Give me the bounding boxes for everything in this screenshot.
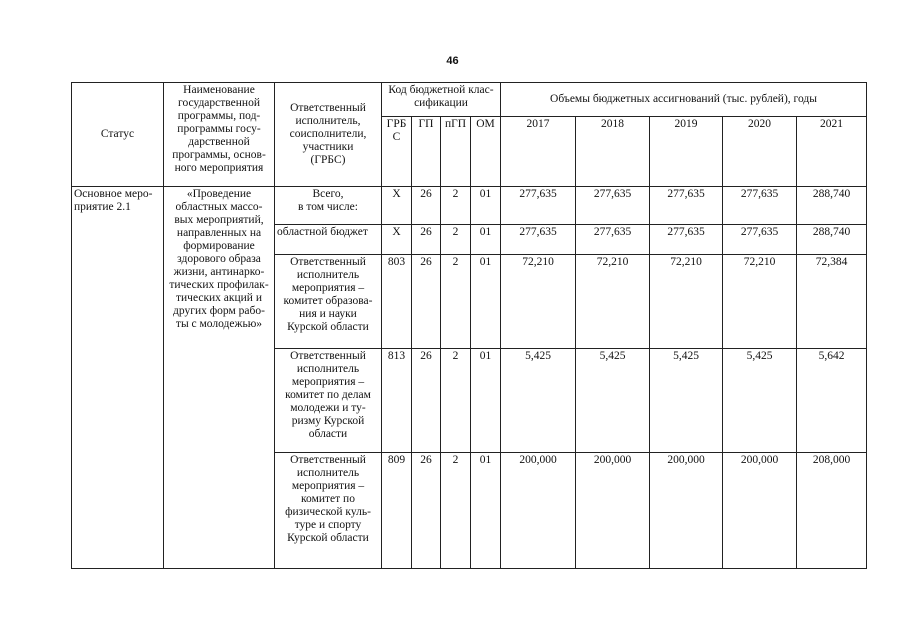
header-status: Статус: [72, 83, 164, 187]
executor-cell: Ответственный исполнитель мероприятия – комитет по физической куль- туре и спорту Курской области: [275, 453, 382, 569]
om-cell: 01: [471, 349, 501, 453]
grbs-cell: 809: [382, 453, 412, 569]
pgp-cell: 2: [441, 255, 471, 349]
header-year: 2018: [576, 117, 650, 187]
value-cell: 72,210: [650, 255, 723, 349]
executor-cell: областной бюджет: [275, 225, 382, 255]
executor-cell: Всего, в том числе:: [275, 187, 382, 225]
header-grbs: ГРБ С: [382, 117, 412, 187]
value-cell: 277,635: [723, 187, 797, 225]
grbs-cell: Х: [382, 225, 412, 255]
value-cell: 277,635: [501, 225, 576, 255]
status-cell: Основное меро- приятие 2.1: [72, 187, 164, 569]
executor-cell: Ответственный исполнитель мероприятия – комитет по делам молодежи и ту- ризму Курской области: [275, 349, 382, 453]
budget-table: [71, 82, 867, 569]
value-cell: 200,000: [650, 453, 723, 569]
value-cell: 208,000: [797, 453, 867, 569]
gp-cell: 26: [412, 453, 441, 569]
value-cell: 277,635: [723, 225, 797, 255]
value-cell: 72,384: [797, 255, 867, 349]
om-cell: 01: [471, 187, 501, 225]
header-executor: Ответственный исполнитель, соисполнители, участники (ГРБС): [275, 83, 382, 187]
value-cell: 277,635: [576, 187, 650, 225]
gp-cell: 26: [412, 255, 441, 349]
om-cell: 01: [471, 225, 501, 255]
value-cell: 277,635: [501, 187, 576, 225]
value-cell: 5,425: [650, 349, 723, 453]
gp-cell: 26: [412, 187, 441, 225]
value-cell: 277,635: [650, 225, 723, 255]
name-cell: «Проведение областных массо- вых мероприятий, направленных на формирование здорового образа жизни, антинарко- тических профилак- тических акций и других форм рабо- ты с молодежью»: [164, 187, 275, 569]
value-cell: 5,642: [797, 349, 867, 453]
gp-cell: 26: [412, 225, 441, 255]
value-cell: 277,635: [576, 225, 650, 255]
header-year: 2021: [797, 117, 867, 187]
header-gp: ГП: [412, 117, 441, 187]
pgp-cell: 2: [441, 349, 471, 453]
pgp-cell: 2: [441, 187, 471, 225]
value-cell: 288,740: [797, 225, 867, 255]
value-cell: 277,635: [650, 187, 723, 225]
header-om: ОМ: [471, 117, 501, 187]
header-year: 2017: [501, 117, 576, 187]
executor-cell: Ответственный исполнитель мероприятия – комитет образова- ния и науки Курской области: [275, 255, 382, 349]
value-cell: 72,210: [501, 255, 576, 349]
header-name: Наименование государственной программы, под- программы госу- дарственной программы, основ- ного мероприятия: [164, 83, 275, 187]
grbs-cell: 803: [382, 255, 412, 349]
grbs-cell: 813: [382, 349, 412, 453]
grbs-cell: Х: [382, 187, 412, 225]
header-year: 2019: [650, 117, 723, 187]
gp-cell: 26: [412, 349, 441, 453]
header-year: 2020: [723, 117, 797, 187]
header-volumes: Объемы бюджетных ассигнований (тыс. рублей), годы: [501, 83, 867, 117]
header-budget-code: Код бюджетной клас- сификации: [382, 83, 501, 117]
pgp-cell: 2: [441, 225, 471, 255]
value-cell: 288,740: [797, 187, 867, 225]
value-cell: 72,210: [576, 255, 650, 349]
om-cell: 01: [471, 255, 501, 349]
header-pgp: пГП: [441, 117, 471, 187]
page-number: 46: [446, 55, 459, 67]
value-cell: 200,000: [723, 453, 797, 569]
value-cell: 200,000: [576, 453, 650, 569]
value-cell: 5,425: [501, 349, 576, 453]
table-row: [72, 187, 867, 225]
om-cell: 01: [471, 453, 501, 569]
value-cell: 72,210: [723, 255, 797, 349]
value-cell: 200,000: [501, 453, 576, 569]
value-cell: 5,425: [723, 349, 797, 453]
header-row-1: [72, 83, 867, 117]
pgp-cell: 2: [441, 453, 471, 569]
value-cell: 5,425: [576, 349, 650, 453]
